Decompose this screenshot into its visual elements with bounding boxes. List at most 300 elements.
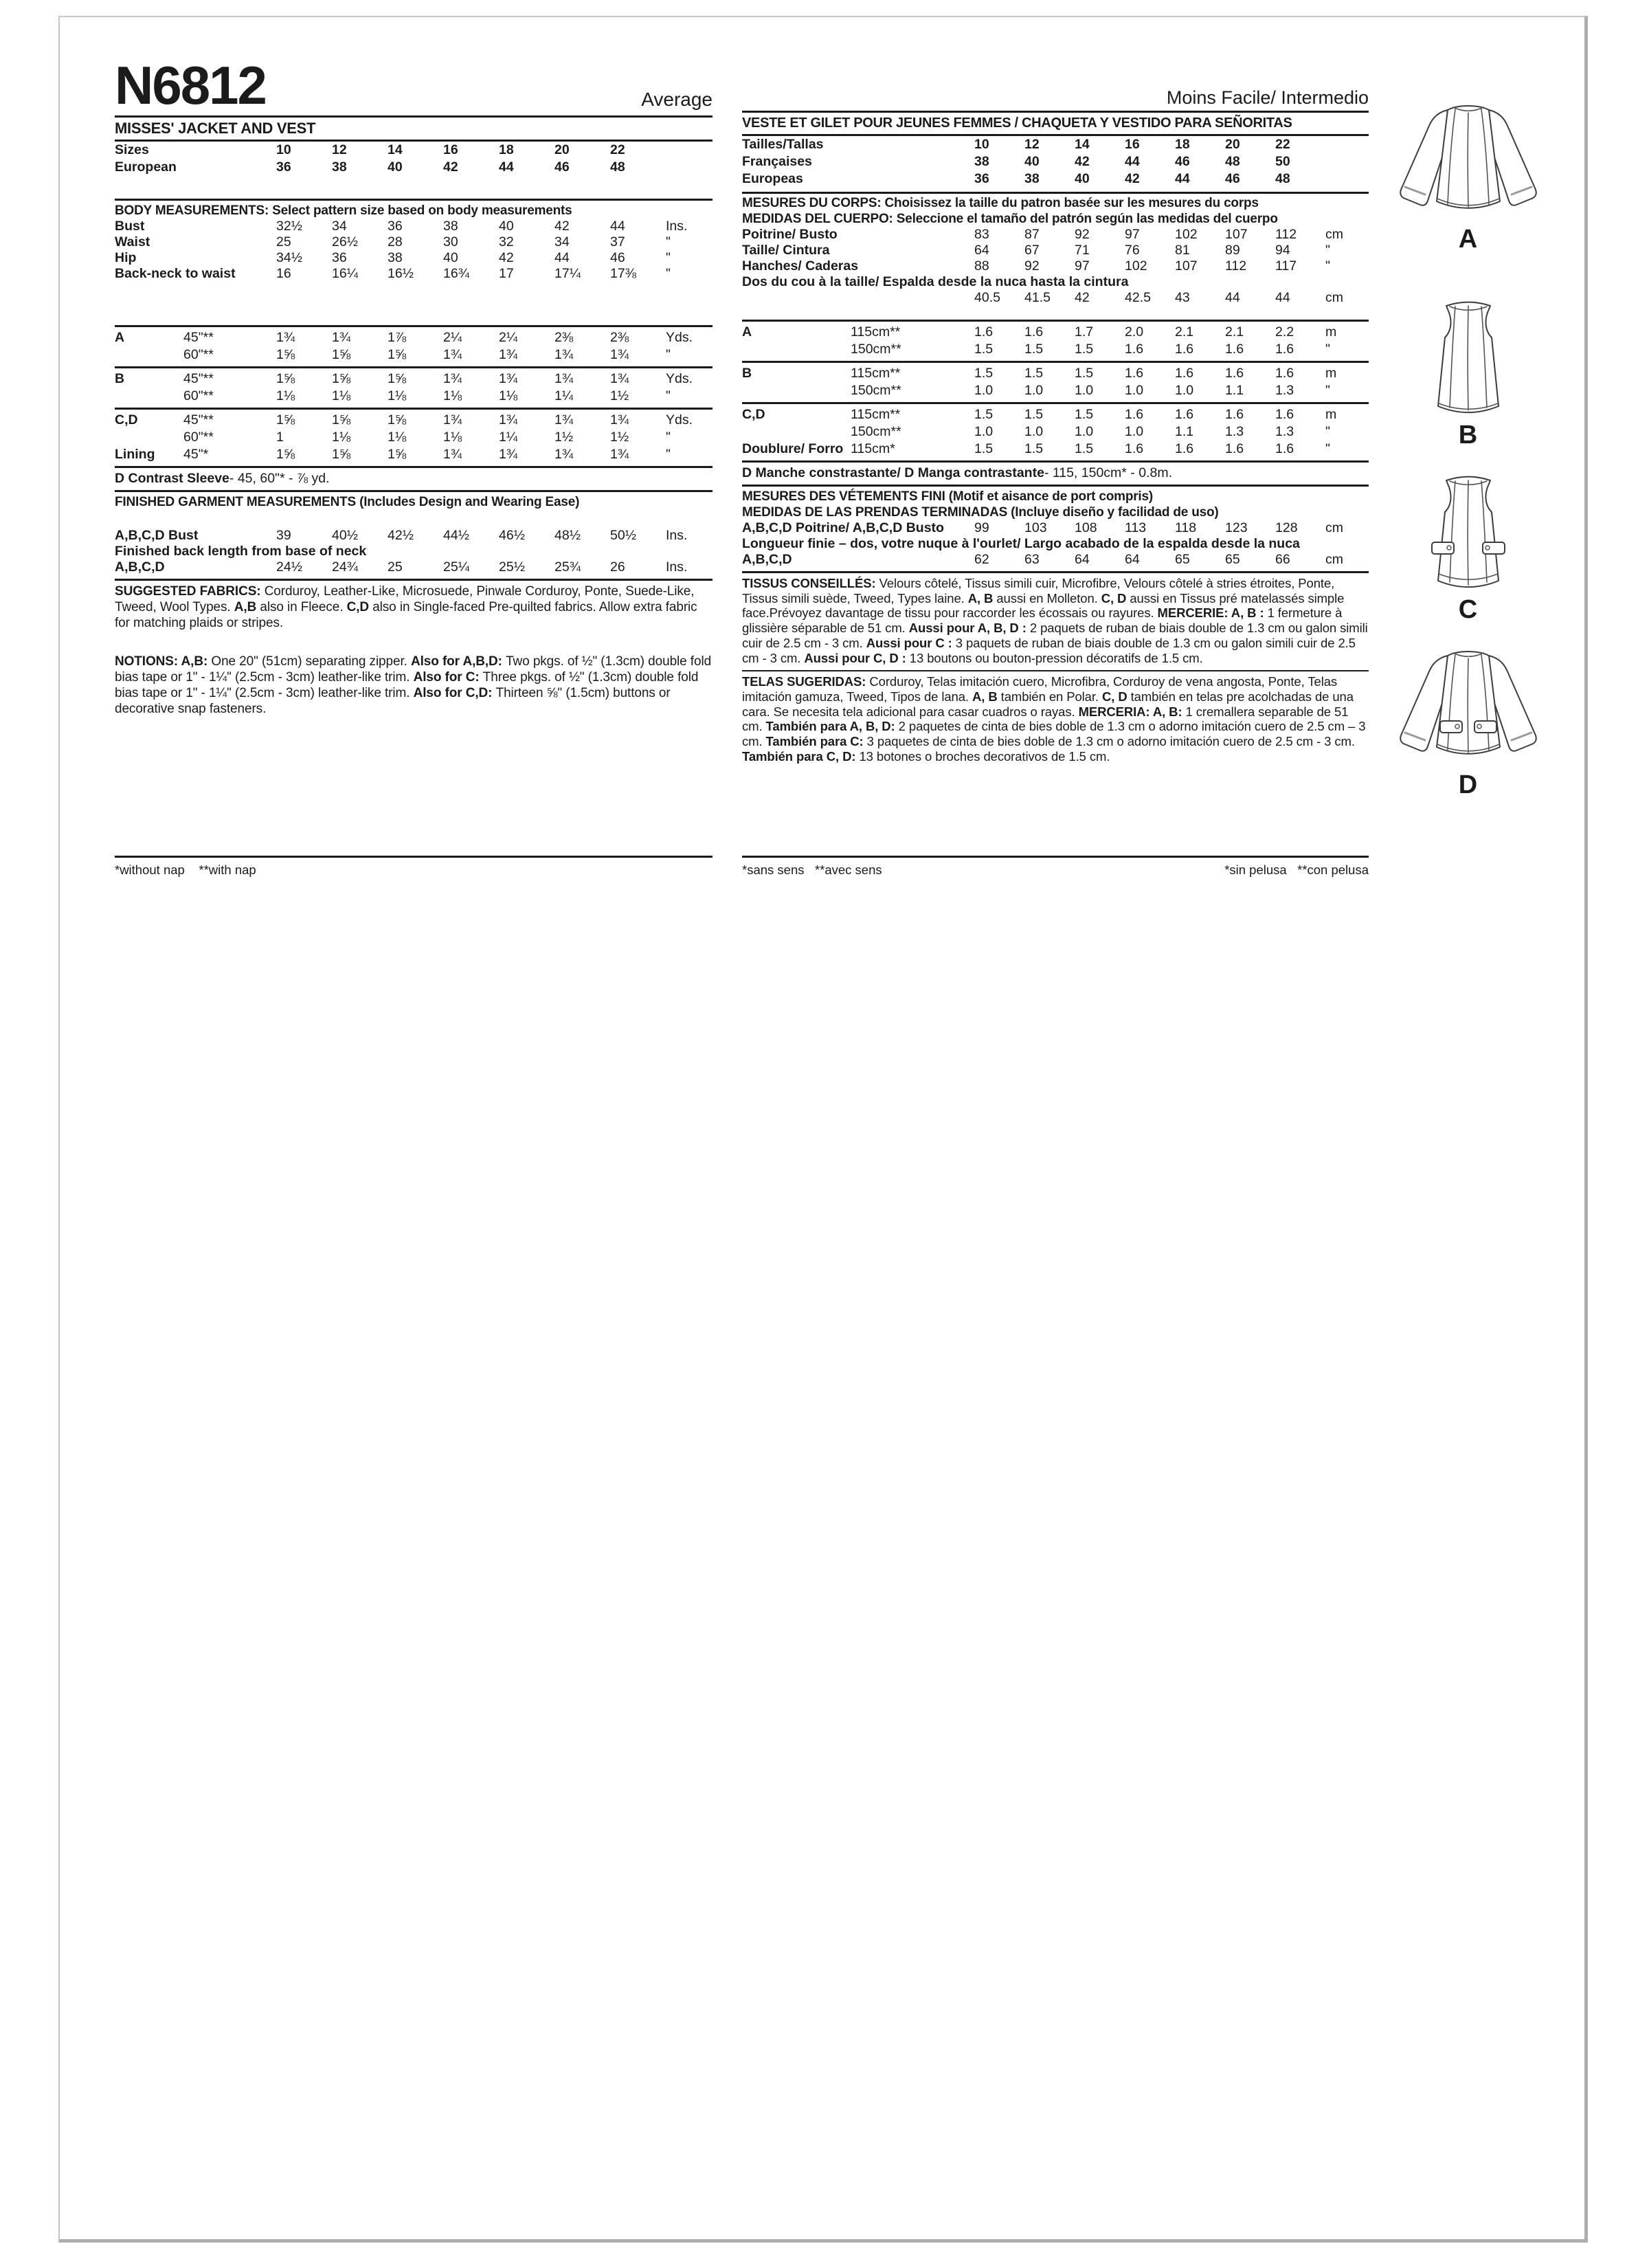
table-cell: 42.5	[1125, 290, 1151, 305]
table-cell: 46	[1225, 171, 1240, 186]
body-measurements-header: BODY MEASUREMENTS: Select pattern size based on body measurements	[115, 203, 572, 218]
table-cell: 1⅞	[388, 330, 407, 345]
table-cell: "	[1325, 383, 1330, 398]
table-cell: 107	[1175, 258, 1198, 274]
table-row	[115, 346, 713, 364]
table-cell: 60"**	[183, 388, 214, 403]
table-cell: 42	[499, 250, 514, 265]
table-cell: 45"**	[183, 330, 214, 345]
table-cell: 117	[1275, 258, 1297, 274]
table-cell: "	[666, 347, 671, 362]
table-cell: C,D	[742, 407, 765, 422]
table-cell: B	[742, 366, 752, 381]
table-cell: "	[1325, 424, 1330, 439]
table-cell: 1⅝	[388, 412, 407, 427]
table-cell: 1.6	[1225, 342, 1244, 357]
table-cell: "	[1325, 342, 1330, 357]
table-cell: 65	[1225, 552, 1240, 567]
table-cell: 1¾	[554, 412, 574, 427]
table-cell: 22	[610, 142, 625, 157]
table-span-text: D Manche constrastante/ D Manga contrastante	[742, 465, 1044, 480]
table-cell: 44	[1125, 154, 1140, 169]
figure-view-a	[1369, 98, 1568, 254]
figure-view-b	[1369, 298, 1568, 450]
text-run: MERCERIE: A, B :	[1157, 605, 1268, 621]
table-cell: European	[115, 159, 177, 175]
table-cell: 36	[276, 159, 291, 175]
figure-a-label: A	[1458, 225, 1479, 254]
table-cell: 16	[443, 142, 458, 157]
table-cell: Waist	[115, 234, 150, 249]
table-cell: 41.5	[1024, 290, 1051, 305]
table-cell: 48	[1225, 154, 1240, 169]
table-cell: 14	[1075, 137, 1090, 152]
table-cell: 36	[332, 250, 347, 265]
envelope-sheet	[58, 16, 1588, 2243]
table-cell: 40.5	[974, 290, 1000, 305]
text-run: also in Single-faced Pre-quilted fabrics. Allow extra fabric for matching plaids or stripes.	[115, 600, 697, 630]
text-run: Two pkgs. of ½" (1.3cm) double fold bias tape or 1" - 1¼" (2.5cm - 3cm) leather-like trim.	[115, 654, 712, 685]
table-cell: 38	[974, 154, 989, 169]
table-cell: 24¾	[332, 559, 358, 575]
table-cell: 1½	[610, 388, 629, 403]
table-cell: 1⅛	[332, 388, 351, 403]
table-cell: 1.5	[974, 407, 994, 422]
table-cell: 94	[1275, 243, 1290, 258]
table-cell: 1.6	[1225, 407, 1244, 422]
table-cell: A,B,C,D	[115, 559, 165, 575]
sizes-table-fr-es	[742, 136, 1369, 188]
table-cell: 1.3	[1225, 424, 1244, 439]
divider	[742, 460, 1369, 463]
table-cell: 92	[1075, 227, 1090, 242]
table-cell: 2.2	[1275, 324, 1294, 340]
text-run: 13 botones o broches decorativos de 1.5 cm.	[859, 748, 1110, 764]
table-cell: 44	[1225, 290, 1240, 305]
table-row	[742, 341, 1369, 358]
table-cell: 113	[1125, 520, 1147, 535]
text-run: A, B	[967, 590, 997, 605]
table-cell: 1¾	[610, 412, 629, 427]
table-cell: 42½	[388, 528, 414, 543]
table-cell: 16	[276, 266, 291, 281]
text-run: También para C, D:	[742, 748, 860, 764]
table-cell: 10	[276, 142, 291, 157]
table-cell: 115cm*	[851, 441, 895, 456]
table-cell: 44	[554, 250, 570, 265]
divider	[115, 466, 713, 468]
table-cell: 1.5	[1075, 407, 1094, 422]
table-cell: 1⅝	[332, 412, 351, 427]
text-run: C, D	[1102, 689, 1131, 704]
table-cell: A	[742, 324, 752, 340]
mesures-vetements-header: MESURES DES VÉTEMENTS FINI (Motif et aisance de port compris)	[742, 489, 1153, 504]
table-cell: 30	[443, 234, 458, 249]
table-cell: 17¼	[554, 266, 581, 281]
table-cell: 1¼	[499, 430, 518, 445]
table-cell: 43	[1175, 290, 1190, 305]
table-cell: 1¾	[554, 447, 574, 462]
table-cell: 99	[974, 520, 989, 535]
table-row	[742, 136, 1369, 153]
table-cell: 45"*	[183, 447, 209, 462]
text-run: Corduroy, Leather-Like, Microsuede, Pinwale Corduroy, Ponte, Suede-Like, Tweed, Wool Types.	[115, 584, 695, 614]
table-cell: 40	[1075, 171, 1090, 186]
table-cell: C,D	[115, 412, 138, 427]
table-cell: 1¾	[554, 371, 574, 386]
table-row	[742, 536, 1369, 552]
table-cell: 87	[1024, 227, 1040, 242]
table-cell: 25¾	[554, 559, 581, 575]
text-run: Also for A,B,D:	[411, 654, 506, 669]
text-run: Also for C:	[413, 670, 483, 685]
tissus-conseilles-text	[742, 576, 1369, 665]
table-cell: 1.5	[1024, 407, 1044, 422]
table-cell: 1.0	[1125, 424, 1144, 439]
jacket-d-line-drawing	[1382, 644, 1554, 768]
text-run: One 20" (51cm) separating zipper.	[211, 654, 411, 669]
medidas-del-cuerpo-header: MEDIDAS DEL CUERPO: Seleccione el tamaño del patrón según las medidas del cuerpo	[742, 212, 1278, 226]
table-row	[742, 365, 1369, 382]
divider	[742, 320, 1369, 322]
table-cell: 14	[388, 142, 403, 157]
table-cell: 1.5	[1075, 342, 1094, 357]
table-row	[115, 159, 713, 176]
table-cell: 40	[499, 219, 514, 234]
table-cell: 28	[388, 234, 403, 249]
table-cell: 44½	[443, 528, 469, 543]
table-cell: 1.0	[974, 424, 994, 439]
table-cell: 71	[1075, 243, 1090, 258]
table-cell: Bust	[115, 219, 145, 234]
text-run: NOTIONS: A,B:	[115, 654, 212, 669]
table-cell: 1⅛	[388, 430, 407, 445]
table-cell: 50½	[610, 528, 636, 543]
table-cell: 36	[974, 171, 989, 186]
body-measurements-table	[115, 219, 713, 282]
footnote-fr-es	[742, 856, 1369, 878]
mesures-du-corps-header: MESURES DU CORPS: Choisissez la taille du patron basée sur les mesures du corps	[742, 196, 1259, 210]
table-cell: 83	[974, 227, 989, 242]
table-row	[115, 388, 713, 405]
text-run: 3 paquets de ruban de biais double de 1.3 cm ou galon simili cuir de 2.5 cm - 3 cm.	[742, 635, 1356, 665]
table-cell: Tailles/Tallas	[742, 137, 824, 152]
vest-b-line-drawing	[1403, 298, 1534, 418]
table-row	[742, 324, 1369, 341]
table-cell: 1¾	[554, 347, 574, 362]
divider	[742, 361, 1369, 363]
table-cell: A,B,C,D Poitrine/ A,B,C,D Busto	[742, 520, 944, 535]
table-cell: 1½	[554, 430, 574, 445]
table-cell: 46	[1175, 154, 1190, 169]
table-cell: 107	[1225, 227, 1248, 242]
table-cell: Yds.	[666, 330, 693, 345]
body-measurements-table-metric	[742, 227, 1369, 306]
table-cell: 17	[499, 266, 514, 281]
table-cell: 150cm**	[851, 424, 901, 439]
table-cell: Ins.	[666, 528, 688, 543]
divider	[742, 485, 1369, 487]
table-cell: 20	[1225, 137, 1240, 152]
text-run: aussi en Molleton.	[996, 590, 1101, 605]
table-row	[115, 370, 713, 388]
table-cell: 62	[974, 552, 989, 567]
table-cell: 42	[1075, 290, 1090, 305]
table-cell: Yds.	[666, 412, 693, 427]
table-cell: 1.5	[974, 342, 994, 357]
table-cell: 18	[1175, 137, 1190, 152]
table-cell: 1⅛	[388, 388, 407, 403]
table-cell: 1¾	[499, 447, 518, 462]
table-cell: "	[666, 250, 671, 265]
table-cell: 26	[610, 559, 625, 575]
divider	[115, 366, 713, 368]
text-run: también en Polar.	[1000, 689, 1102, 704]
table-row	[742, 441, 1369, 458]
table-cell: 32½	[276, 219, 302, 234]
table-cell: m	[1325, 407, 1337, 422]
table-cell: 64	[1075, 552, 1090, 567]
table-row	[115, 234, 713, 250]
table-cell: 48	[610, 159, 625, 175]
title-fr-es: VESTE ET GILET POUR JEUNES FEMMES / CHAQUETA Y VESTIDO PARA SEÑORITAS	[742, 115, 1292, 131]
table-cell: 112	[1225, 258, 1247, 274]
text-run: aussi en Tissus pré matelassés simple face.Prévoyez davantage de tissu pour raccorder les écossais ou rayures.	[742, 590, 1345, 621]
table-cell: 1.5	[1024, 342, 1044, 357]
table-cell: 45"**	[183, 412, 214, 427]
table-row	[115, 250, 713, 266]
table-cell: 1.1	[1175, 424, 1194, 439]
table-cell: 1.5	[974, 366, 994, 381]
table-span-text: Dos du cou à la taille/ Espalda desde la nuca hasta la cintura	[742, 274, 1129, 289]
table-row	[742, 243, 1369, 258]
table-cell: 88	[974, 258, 989, 274]
table-cell: "	[666, 234, 671, 249]
table-row	[742, 552, 1369, 568]
table-cell: 2.1	[1175, 324, 1194, 340]
table-cell: 1.5	[1024, 366, 1044, 381]
jacket-a-line-drawing	[1382, 98, 1554, 222]
text-run: Three pkgs. of ½" (1.3cm) double fold bias tape or 1" - 1¼" (2.5cm - 3cm) leather-like trim.	[115, 670, 699, 700]
table-cell: 24½	[276, 559, 302, 575]
text-run: TISSUS CONSEILLÉS:	[742, 576, 879, 590]
table-cell: Hanches/ Caderas	[742, 258, 859, 274]
table-cell: cm	[1325, 290, 1343, 305]
table-cell: 39	[276, 528, 291, 543]
table-cell: 26½	[332, 234, 358, 249]
table-cell: 50	[1275, 154, 1290, 169]
table-cell: 25	[276, 234, 291, 249]
table-cell: 32	[499, 234, 514, 249]
table-cell: "	[1325, 258, 1330, 274]
table-cell: m	[1325, 324, 1337, 340]
table-cell: 2¼	[443, 330, 462, 345]
table-cell: "	[666, 447, 671, 462]
sizes-table-en	[115, 142, 713, 176]
table-cell: 64	[1125, 552, 1140, 567]
figure-b-label: B	[1458, 421, 1479, 449]
table-cell: 12	[1024, 137, 1040, 152]
table-cell: 128	[1275, 520, 1298, 535]
table-cell: 22	[1275, 137, 1290, 152]
table-cell: 40	[388, 159, 403, 175]
table-cell: 1¾	[610, 447, 629, 462]
table-cell: 44	[1275, 290, 1290, 305]
table-cell: 1¾	[499, 371, 518, 386]
table-cell: 1.5	[974, 441, 994, 456]
table-cell: 1.5	[1024, 441, 1044, 456]
table-cell: 16¼	[332, 266, 358, 281]
table-cell: 150cm**	[851, 342, 901, 357]
table-row	[115, 528, 713, 544]
text-run: 2 paquetes de cinta de bies doble de 1.3 cm o adorno imitación cuero de 2.5 cm – 3 cm.	[742, 719, 1366, 749]
french-spanish-column	[742, 45, 1369, 764]
table-cell: 1.7	[1075, 324, 1094, 340]
table-cell: 81	[1175, 243, 1190, 258]
divider	[115, 325, 713, 327]
text-run: 3 paquetes de cinta de bies doble de 1.3 cm o adorno imitación cuero de 2.5 cm - 3 cm.	[866, 734, 1355, 749]
table-cell: 60"**	[183, 430, 214, 445]
table-cell: "	[666, 430, 671, 445]
masthead	[115, 55, 713, 115]
table-cell: Europeas	[742, 171, 803, 186]
table-row	[115, 470, 713, 487]
table-cell: "	[1325, 243, 1330, 258]
text-run: Velours côtelé, Tissus simili cuir, Microfibre, Velours côtelé à stries étroites, Ponte, Tissus simili suède, Tweed, Types laine.	[742, 576, 1335, 605]
table-cell: Yds.	[666, 371, 693, 386]
vest-c-line-drawing	[1403, 472, 1534, 592]
table-row	[115, 142, 713, 159]
table-span-text: Finished back length from base of neck	[115, 544, 367, 559]
table-cell: 1⅝	[276, 412, 295, 427]
table-cell: 1¾	[499, 347, 518, 362]
table-cell: 1⅝	[276, 371, 295, 386]
divider	[115, 199, 713, 201]
table-cell: 1.6	[1175, 441, 1194, 456]
table-cell: 102	[1125, 258, 1147, 274]
divider	[742, 670, 1369, 671]
table-cell: A,B,C,D Bust	[115, 528, 199, 543]
text-run: Aussi pour A, B, D :	[908, 621, 1030, 636]
table-cell: "	[666, 388, 671, 403]
text-run: Thirteen ⅝" (1.5cm) buttons or decorative snap fasteners.	[115, 686, 671, 716]
notions-text	[115, 654, 713, 717]
table-cell: 1.6	[1275, 407, 1294, 422]
table-cell: Doublure/ Forro	[742, 441, 844, 456]
table-cell: 1.0	[1024, 424, 1044, 439]
table-cell: Lining	[115, 447, 155, 462]
table-cell: 40½	[332, 528, 358, 543]
table-cell: 1¾	[610, 347, 629, 362]
table-cell: "	[1325, 441, 1330, 456]
table-cell: 1.0	[1125, 383, 1144, 398]
table-cell: 1.6	[1024, 324, 1044, 340]
table-cell: 97	[1125, 227, 1140, 242]
table-cell: 1¾	[443, 347, 462, 362]
difficulty-fr-es: Moins Facile/ Intermedio	[1166, 87, 1369, 108]
table-cell: Poitrine/ Busto	[742, 227, 838, 242]
table-cell: 34	[332, 219, 347, 234]
pattern-number: N6812	[115, 55, 266, 115]
divider	[115, 490, 713, 492]
table-cell: 115cm**	[851, 366, 901, 381]
table-row	[742, 274, 1369, 290]
table-cell: 16½	[388, 266, 414, 281]
figure-view-c	[1369, 472, 1568, 625]
table-cell: 1⅛	[443, 388, 462, 403]
divider	[742, 402, 1369, 404]
text-run: TELAS SUGERIDAS:	[742, 674, 870, 689]
table-cell: 44	[610, 219, 625, 234]
table-cell: 63	[1024, 552, 1040, 567]
table-cell: 1.6	[1125, 342, 1144, 357]
table-cell: 1.0	[1024, 383, 1044, 398]
table-cell: 2⅜	[554, 330, 574, 345]
text-run: también en telas pre acolchadas de una cara. Se necesita tela adicional para casar cuadros o rayas.	[742, 689, 1354, 719]
table-cell: 1.6	[1275, 441, 1294, 456]
table-cell: 103	[1024, 520, 1047, 535]
text-run: 13 boutons ou bouton-pression décoratifs de 1.5 cm.	[909, 650, 1203, 665]
table-row	[742, 465, 1369, 482]
table-cell: 1⅝	[276, 447, 295, 462]
text-run: Also for C,D:	[413, 686, 496, 700]
table-cell: 42	[1075, 154, 1090, 169]
table-cell: 1¾	[443, 412, 462, 427]
yardage-table-metric	[742, 320, 1369, 487]
table-cell: A	[115, 330, 125, 345]
table-cell: 1.6	[1225, 366, 1244, 381]
table-row	[742, 290, 1369, 306]
table-cell: 2.0	[1125, 324, 1144, 340]
table-cell: 34½	[276, 250, 302, 265]
table-cell: 115cm**	[851, 407, 901, 422]
table-cell: 1.0	[974, 383, 994, 398]
figure-view-d	[1369, 644, 1568, 800]
table-cell: 38	[332, 159, 347, 175]
table-cell: 1.6	[1225, 441, 1244, 456]
table-cell: 38	[443, 219, 458, 234]
table-cell: 1¾	[443, 447, 462, 462]
table-cell: 118	[1175, 520, 1197, 535]
table-cell: 1⅝	[388, 347, 407, 362]
table-cell: B	[115, 371, 125, 386]
suggested-fabrics-text	[115, 583, 713, 631]
divider	[115, 408, 713, 410]
table-cell: Back-neck to waist	[115, 266, 236, 281]
text-run: Aussi pour C, D :	[804, 650, 910, 665]
table-cell: 66	[1275, 552, 1290, 567]
table-cell: 25½	[499, 559, 525, 575]
text-run: MERCERIA: A, B:	[1078, 704, 1186, 719]
table-cell: 1⅛	[499, 388, 518, 403]
table-cell: m	[1325, 366, 1337, 381]
table-cell: Hip	[115, 250, 137, 265]
table-cell: 1¾	[276, 330, 295, 345]
table-cell: 108	[1075, 520, 1097, 535]
table-cell: 1.6	[1125, 407, 1144, 422]
table-cell: 46	[554, 159, 570, 175]
table-cell: 1⅝	[332, 447, 351, 462]
table-cell: 1.6	[1125, 441, 1144, 456]
table-cell: 1.6	[1275, 366, 1294, 381]
table-cell: 42	[1125, 171, 1140, 186]
table-row	[115, 544, 713, 559]
table-row	[115, 446, 713, 463]
table-cell: 1⅝	[332, 371, 351, 386]
footnote-en-text: *without nap **with nap	[115, 863, 256, 877]
table-cell: 1.6	[1275, 342, 1294, 357]
table-cell: 1⅛	[443, 430, 462, 445]
